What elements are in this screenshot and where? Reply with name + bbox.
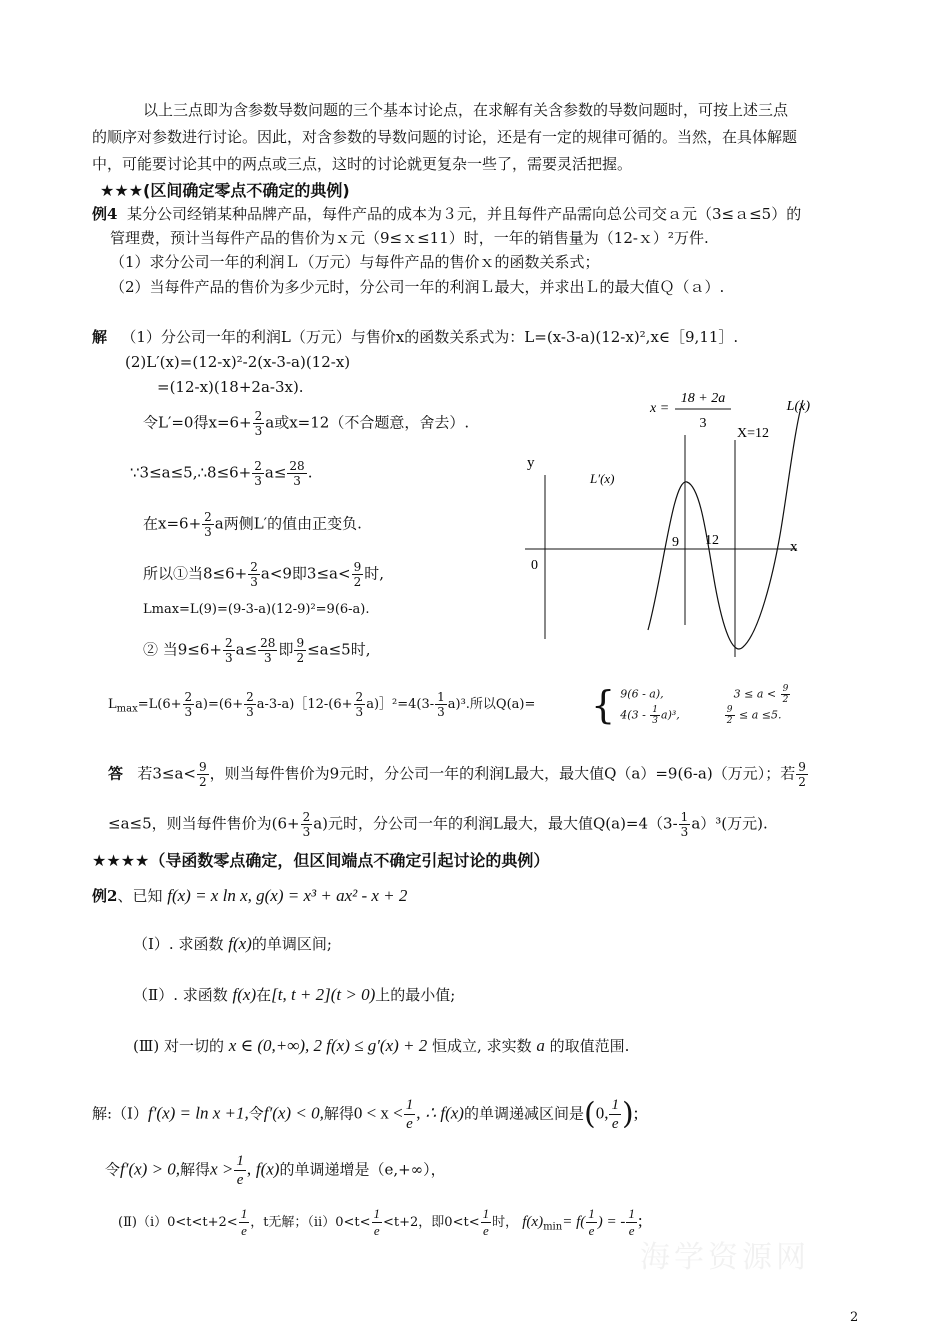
fraction-2-3: $\frac{2}{3}$ — [302, 810, 311, 839]
page-number: 2 — [850, 1310, 859, 1325]
piecewise-cases: 9(6 - a), 3 ≤ a < $\frac{9}{2}$ 4(3 - $\frac{1}{3}$ a)³, $\frac{9}{2}$ ≤ a ≤5. — [620, 684, 789, 726]
fraction-1-e: $\frac{1}{e}$ — [482, 1206, 490, 1238]
critical-x-numerator: 18 + 2a — [680, 391, 726, 406]
example-2-part-2: （Ⅱ）. 求函数 f(x)在[t, t + 2](t > 0)上的最小值; — [133, 985, 456, 1004]
fraction-2-3: $\frac{2}{3}$ — [355, 690, 364, 719]
intro-line-1: 以上三点即为含参数导数问题的三个基本讨论点，在求解有关含参数的导数问题时，可按上述三点 — [143, 101, 789, 119]
solution-4-line-6: 在x=6+ $\frac{2}{3}$ a两侧L′的值由正变负. — [143, 510, 362, 539]
left-brace: { — [591, 683, 616, 727]
fraction-1-3: $\frac{1}{3}$ — [437, 690, 445, 719]
answer-4-line-1: 答 若3≤a< $\frac{9}{2}$ ，则当每件售价为9元时，分公司一年的利润L最大，最大值Q（a）=9(6-a)（万元）；若 $\frac{9}{2}$ — [108, 760, 806, 789]
origin-label: 0 — [531, 558, 538, 573]
fraction-1-e: $\frac{1}{e}$ — [611, 1097, 619, 1132]
solution-4-line-1: 解 （1）分公司一年的利润L（万元）与售价x的函数关系式为：L=(x-3-a)(12-x)²,x∈［9,11］. — [92, 328, 739, 346]
solution-4-line-5: ∵3≤a≤5,∴8≤6+ $\frac{2}{3}$ a≤ $\frac{28}{3}$ . — [130, 459, 313, 488]
fraction-9-2: $\frac{9}{2}$ — [798, 760, 806, 789]
fraction-2-3: $\frac{2}{3}$ — [254, 459, 262, 488]
watermark: 海学资源网 — [640, 1240, 810, 1275]
critical-x-label: x = — [650, 401, 670, 416]
example-2-part-1: （Ⅰ）. 求函数 f(x)的单调区间; — [133, 934, 332, 953]
solution-4-line-8: Lmax=L(9)=(9-3-a)(12-9)²=9(6-a). — [143, 602, 370, 617]
fraction-2-3: $\frac{2}{3}$ — [204, 510, 212, 539]
fraction-1-e: $\frac{1}{e}$ — [236, 1153, 244, 1188]
solution-4-line-4: 令L′=0得x=6+ $\frac{2}{3}$ a或x=12（不合题意，舍去）. — [143, 409, 470, 438]
fraction-1-3: $\frac{1}{3}$ — [680, 810, 689, 839]
intro-line-2: 的顺序对参数进行讨论。因此，对含参数的导数问题的讨论，还是有一定的规律可循的。当然，在具体解题 — [92, 128, 798, 146]
critical-x-denominator: 3 — [699, 416, 707, 431]
fraction-1-e: $\frac{1}{e}$ — [628, 1206, 635, 1238]
fraction-1-e: $\frac{1}{e}$ — [240, 1206, 248, 1238]
example-4-question-2: （2）当每件产品的售价为多少元时，分公司一年的利润Ｌ最大，并求出Ｌ的最大值Ｑ（ａ）. — [110, 278, 725, 296]
answer-label: 答 — [108, 764, 124, 783]
solution-2-line-1: 解:（Ⅰ）f′(x) = ln x +1,令f′(x) < 0,解得0 < x < $\frac{1}{e}$ , ∴ f(x)的单调递减区间是(0, $\frac{1}{e}$ ); — [92, 1096, 639, 1132]
solution-2-line-3: (Ⅱ)（ⅰ）0<t<t+2< $\frac{1}{e}$ ，t无解；（ⅱ）0<t< $\frac{1}{e}$ <t+2，即0<t< $\frac{1}{e}$ 时， $f(x)_{min}= f$( $\frac{1}{e}$ ) = - $\frac{1}{e}$ ; — [118, 1206, 643, 1238]
fraction-9-2: $\frac{9}{2}$ — [296, 636, 305, 665]
example-2-label: 例2 — [92, 887, 118, 905]
example-4-line-2: 管理费，预计当每件产品的售价为ｘ元（9≤ｘ≤11）时，一年的销售量为（12-ｘ）²万件. — [110, 229, 709, 247]
solution-4-line-9: ② 当9≤6+ $\frac{2}{3}$ a≤ $\frac{28}{3}$ 即 $\frac{9}{2}$ ≤a≤5时, — [143, 636, 371, 665]
fraction-2-3: $\frac{2}{3}$ — [250, 560, 258, 589]
piecewise-q — [591, 684, 791, 726]
fraction-2-3: $\frac{2}{3}$ — [225, 636, 233, 665]
fraction-28-3: $\frac{28}{3}$ — [289, 459, 305, 488]
l-prime-label: L′(x) — [590, 471, 615, 486]
section-heading-3: ★★★(区间确定零点不确定的典例) — [100, 181, 350, 200]
x-axis-label: x — [790, 539, 798, 555]
example-2-part-3: (Ⅲ) 对一切的 x ∈ (0,+∞), 2 f(x) ≤ g′(x) + 2 恒成立, 求实数 a 的取值范围. — [133, 1036, 630, 1055]
fraction-28-3: $\frac{28}{3}$ — [260, 636, 276, 665]
tick-12: 12 — [705, 533, 719, 548]
derivative-graph — [515, 385, 815, 665]
example-4-line-1: 例4 某分公司经销某种品牌产品，每件产品的成本为３元，并且每件产品需向总公司交ａ元（3≤ａ≤5）的 — [92, 205, 802, 223]
fraction-1-e: $\frac{1}{e}$ — [405, 1097, 414, 1132]
solution-2-line-2: 令f′(x) > 0,解得x > $\frac{1}{e}$ , f(x)的单调递增是（e,+∞）， — [105, 1153, 446, 1188]
fraction-2-3: $\frac{2}{3}$ — [254, 409, 263, 438]
fraction-9-2: $\frac{9}{2}$ — [353, 560, 362, 589]
fraction-9-2: $\frac{9}{2}$ — [198, 760, 207, 789]
example-4-label: 例4 — [92, 205, 118, 223]
given-functions: f(x) = x ln x, g(x) = x³ + ax² - x + 2 — [167, 886, 408, 905]
lmax-line: $L_{max}=L(6+$ $\frac{2}{3}$ a)=(6+ $\frac{2}{3}$ a-3-a)［12-(6+ $\frac{2}{3}$ a)］²=4(3- $\frac{1}{3}$ a)³.所以Q(a)= — [108, 690, 536, 719]
y-axis-label: y — [527, 455, 535, 471]
intro-line-3: 中，可能要讨论其中的两点或三点，这时的讨论就更复杂一些了，需要灵活把握。 — [92, 155, 633, 173]
x12-label: X=12 — [737, 426, 770, 441]
solution-4-line-7: 所以①当8≤6+ $\frac{2}{3}$ a<9即3≤a< $\frac{9}{2}$ 时, — [143, 560, 384, 589]
section-heading-4: ★★★★（导函数零点确定，但区间端点不确定引起讨论的典例） — [92, 851, 550, 870]
solution-4-line-2: (2)L′(x)=(12-x)²-2(x-3-a)(12-x) — [125, 353, 351, 371]
tick-9: 9 — [672, 535, 679, 550]
example-4-question-1: （1）求分公司一年的利润Ｌ（万元）与每件产品的售价ｘ的函数关系式； — [110, 253, 600, 271]
fraction-1-e: $\frac{1}{e}$ — [373, 1206, 381, 1238]
l-prime-curve — [648, 400, 803, 649]
answer-4-line-2: ≤a≤5，则当每件售价为(6+ $\frac{2}{3}$ a)元时，分公司一年的利润L最大，最大值Q(a)=4（3- $\frac{1}{3}$ a）³(万元). — [108, 810, 768, 839]
solution-4-line-3: =(12-x)(18+2a-3x). — [157, 378, 304, 396]
fraction-2-3: $\frac{2}{3}$ — [246, 690, 254, 719]
fraction-2-3: $\frac{2}{3}$ — [184, 690, 193, 719]
l-label: L(x) — [786, 399, 810, 414]
fraction-1-e: $\frac{1}{e}$ — [588, 1206, 595, 1238]
example-2-given: 例2、已知 f(x) = x ln x, g(x) = x³ + ax² - x + 2 — [92, 886, 408, 905]
solution-label: 解 — [92, 328, 108, 346]
